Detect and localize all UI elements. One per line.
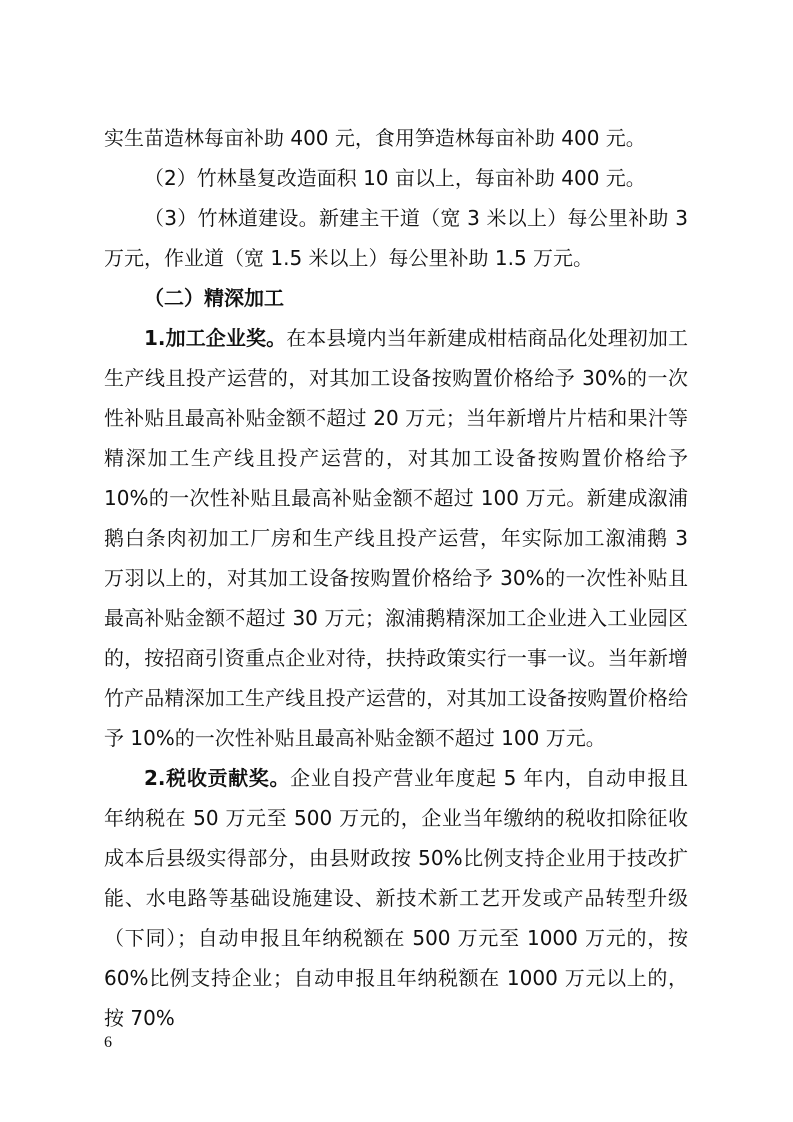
page-number: 6: [104, 1034, 112, 1051]
document-body: [104, 118, 688, 1038]
paragraph-bamboo-renovation: （2）竹林垦复改造面积 10 亩以上，每亩补助 400 元。: [144, 166, 646, 190]
item-lead-processing-award: 1.加工企业奖。: [144, 326, 287, 350]
paragraph-seedling-subsidy: 实生苗造林每亩补助 400 元，食用笋造林每亩补助 400 元。: [104, 126, 646, 150]
item-body-processing-award: 在本县境内当年新建成柑桔商品化处理初加工生产线且投产运营的，对其加工设备按购置价格给予 30%的一次性补贴且最高补贴金额不超过 20 万元；当年新增片片桔和果汁等精深加工生产线且投产运营的，对其加工设备按购置价格给予 10%的一次性补贴且最高补贴金额不超过 100 万元。新建成溆浦鹅白条肉初加工厂房和生产线且投产运营，年实际加工溆浦鹅 3 万羽以上的，对其加工设备按购置价格给予 30%的一次性补贴且最高补贴金额不超过 30 万元；溆浦鹅精深加工企业进入工业园区的，按招商引资重点企业对待，扶持政策实行一事一议。当年新增竹产品精深加工生产线且投产运营的，对其加工设备按购置价格给予 10%的一次性补贴且最高补贴金额不超过 100 万元。: [104, 326, 689, 750]
item-body-tax-award: 企业自投产营业年度起 5 年内，自动申报且年纳税在 50 万元至 500 万元的，企业当年缴纳的税收扣除征收成本后县级实得部分，由县财政按 50%比例支持企业用于技改扩能、水电路等基础设施建设、新技术新工艺开发或产品转型升级（下同）；自动申报且年纳税额在 500 万元至 1000 万元的，按 60%比例支持企业；自动申报且年纳税额在 1000 万元以上的，按 70%: [104, 766, 688, 1030]
section-heading-deep-processing: （二）精深加工: [144, 286, 284, 310]
paragraph-bamboo-road: （3）竹林道建设。新建主干道（宽 3 米以上）每公里补助 3 万元，作业道（宽 1.5 米以上）每公里补助 1.5 万元。: [104, 206, 688, 270]
item-lead-tax-award: 2.税收贡献奖。: [144, 766, 291, 790]
paragraph-processing-enterprise-award: [104, 318, 688, 758]
paragraph-tax-contribution-award: [104, 758, 688, 1038]
